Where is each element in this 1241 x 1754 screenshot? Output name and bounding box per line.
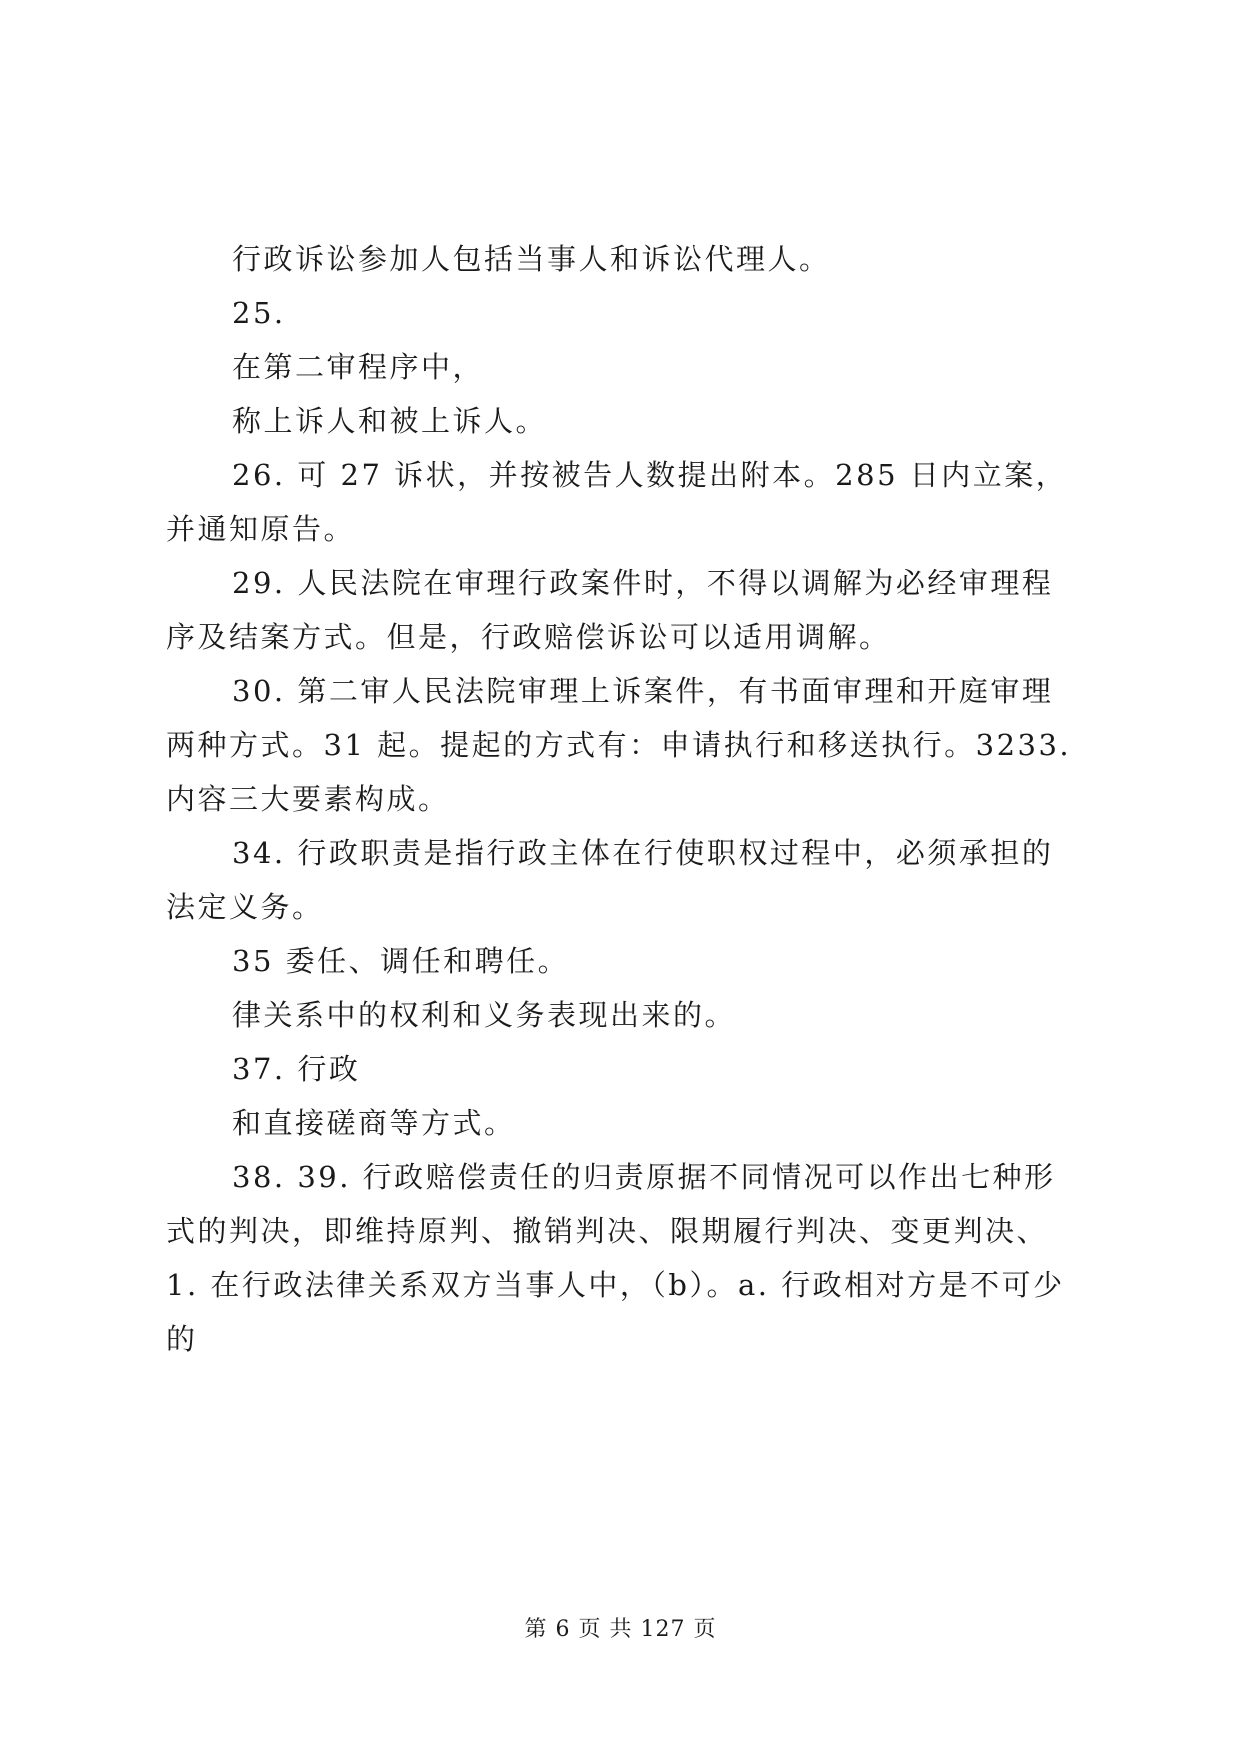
paragraph: 在第二审程序中， (232, 350, 485, 384)
paragraph: 和直接磋商等方式。 (232, 1106, 516, 1140)
paragraph: 37. 行政 (232, 1052, 361, 1086)
document-body (166, 232, 1078, 1366)
page-footer: 第 6 页 共 127 页 (524, 1617, 717, 1642)
paragraph: 35 委任、调任和聘任。 (232, 944, 570, 978)
paragraph: 34. 行政职责是指行政主体在行使职权过程中，必须承担的法定义务。 (166, 836, 1054, 924)
paragraph: 30. 第二审人民法院审理上诉案件，有书面审理和开庭审理两种方式。31 起。提起的方式有：申请执行和移送执行。3233. 内容三大要素构成。 (166, 674, 1072, 816)
paragraph: 26. 可 27 诉状，并按被告人数提出附本。285 日内立案，并通知原告。 (166, 458, 1068, 546)
paragraph: 律关系中的权利和义务表现出来的。 (232, 998, 737, 1032)
paragraph: 38. 39. 行政赔偿责任的归责原据不同情况可以作出七种形式的判决，即维持原判、撤销判决、限期履行判决、变更判决、1. 在行政法律关系双方当事人中，（b）。a. 行政相对方是不可少的 (166, 1160, 1065, 1356)
paragraph: 29. 人民法院在审理行政案件时，不得以调解为必经审理程序及结案方式。但是，行政赔偿诉讼可以适用调解。 (166, 566, 1054, 654)
paragraph: 25. (232, 296, 286, 330)
paragraph: 行政诉讼参加人包括当事人和诉讼代理人。 (232, 242, 831, 276)
paragraph: 称上诉人和被上诉人。 (232, 404, 548, 438)
